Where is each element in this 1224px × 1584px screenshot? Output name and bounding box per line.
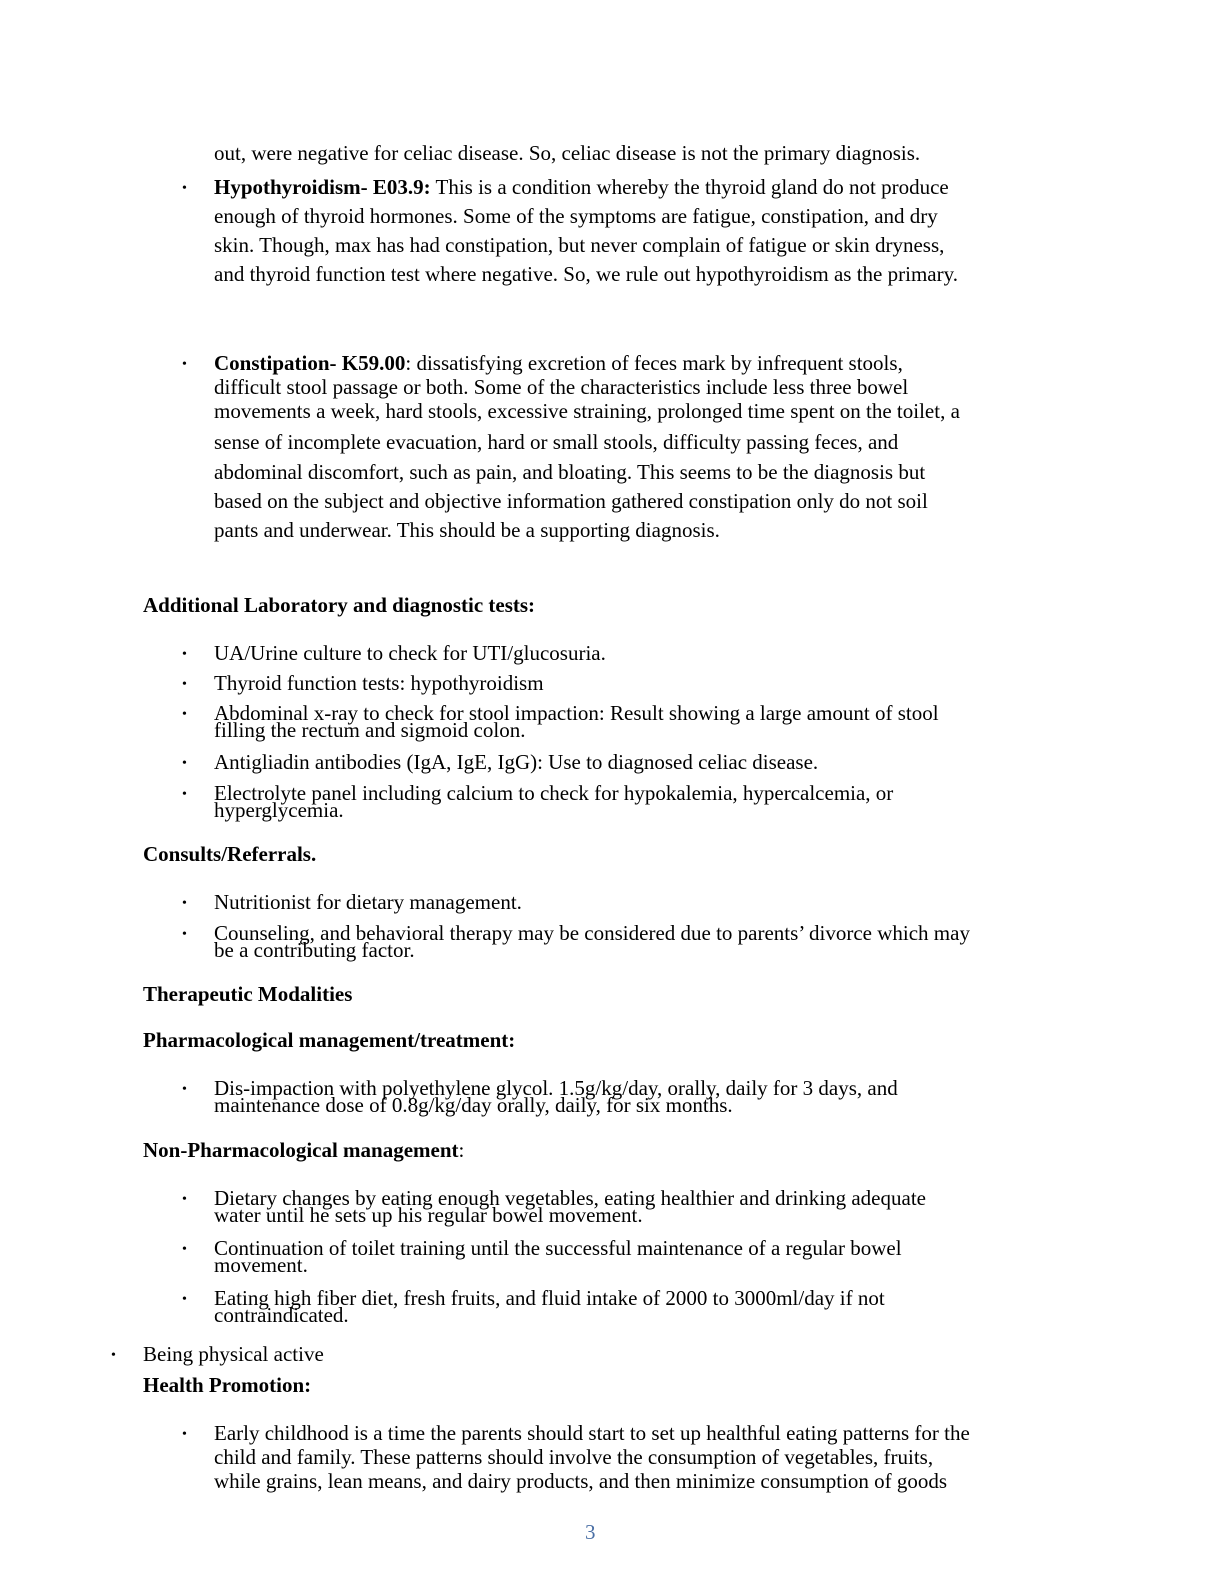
- differential-text: sense of incomplete evacuation, hard or small stools, difficulty passing feces, and: [214, 430, 899, 454]
- lab-item: Electrolyte panel including calcium to check for hypokalemia, hypercalcemia, or: [214, 781, 894, 805]
- bullet-marker: •: [182, 927, 187, 942]
- pharm-item-continued: maintenance dose of 0.8g/kg/day orally, daily, for six months.: [214, 1093, 733, 1117]
- nonpharm-heading-text: Non-Pharmacological management: [143, 1138, 459, 1162]
- differential-text: abdominal discomfort, such as pain, and bloating. This seems to be the diagnosis but: [214, 460, 926, 484]
- bullet-marker: •: [182, 357, 187, 372]
- differential-text: based on the subject and objective information gathered constipation only do not soil: [214, 489, 928, 513]
- differential-text: This is a condition whereby the thyroid gland do not produce: [430, 175, 949, 199]
- health-promotion-text: child and family. These patterns should involve the consumption of vegetables, fruits,: [214, 1445, 934, 1469]
- nonpharm-item-continued: water until he sets up his regular bowel movement.: [214, 1203, 643, 1227]
- nonpharm-heading-colon: :: [458, 1138, 465, 1162]
- bullet-marker: •: [182, 787, 187, 802]
- pharm-item: Dis-impaction with polyethylene glycol. 1.5g/kg/day, orally, daily for 3 days, and: [214, 1076, 898, 1100]
- bullet-marker: •: [182, 1192, 187, 1207]
- bullet-marker: •: [182, 181, 187, 196]
- health-promotion-heading: Health Promotion:: [143, 1373, 312, 1397]
- bullet-marker: •: [111, 1348, 116, 1363]
- differential-text: skin. Though, max has had constipation, but never complain of fatigue or skin dryness,: [214, 233, 945, 257]
- labs-heading: Additional Laboratory and diagnostic tests:: [143, 593, 536, 617]
- differential-constipation: [214, 351, 903, 375]
- differential-term: Constipation- K59.00: [214, 351, 406, 375]
- differential-text: movements a week, hard stools, excessive straining, prolonged time spent on the toilet, a: [214, 399, 960, 423]
- bullet-marker: •: [182, 677, 187, 692]
- lab-item-continued: filling the rectum and sigmoid colon.: [214, 718, 526, 742]
- bullet-marker: •: [182, 1292, 187, 1307]
- nonpharm-item-continued: contraindicated.: [214, 1303, 349, 1327]
- bullet-marker: •: [182, 1427, 187, 1442]
- differential-hypothyroidism: [214, 175, 949, 199]
- differential-term: Hypothyroidism- E03.9:: [214, 175, 431, 199]
- differential-text: enough of thyroid hormones. Some of the symptoms are fatigue, constipation, and dry: [214, 204, 938, 228]
- bullet-marker: •: [182, 1082, 187, 1097]
- lab-item: Antigliadin antibodies (IgA, IgE, IgG): Use to diagnosed celiac disease.: [214, 750, 819, 774]
- nonpharm-item: Dietary changes by eating enough vegetables, eating healthier and drinking adequate: [214, 1186, 926, 1210]
- lab-item: UA/Urine culture to check for UTI/glucosuria.: [214, 641, 606, 665]
- nonpharm-heading: [143, 1138, 464, 1162]
- lab-item: Thyroid function tests: hypothyroidism: [214, 671, 544, 695]
- lab-item-continued: hyperglycemia.: [214, 798, 344, 822]
- lab-item: Abdominal x-ray to check for stool impaction: Result showing a large amount of stool: [214, 701, 939, 725]
- consult-item: Counseling, and behavioral therapy may be considered due to parents’ divorce which may: [214, 921, 970, 945]
- consults-heading: Consults/Referrals.: [143, 842, 317, 866]
- consult-item: Nutritionist for dietary management.: [214, 890, 522, 914]
- bullet-marker: •: [182, 1242, 187, 1257]
- differential-text: difficult stool passage or both. Some of the characteristics include less three bowel: [214, 375, 909, 399]
- bullet-marker: •: [182, 756, 187, 771]
- nonpharm-item: Eating high fiber diet, fresh fruits, and fluid intake of 2000 to 3000ml/day if not: [214, 1286, 885, 1310]
- consult-item-continued: be a contributing factor.: [214, 938, 415, 962]
- health-promotion-text: while grains, lean means, and dairy products, and then minimize consumption of goods: [214, 1469, 948, 1493]
- health-promotion-text: Early childhood is a time the parents should start to set up healthful eating patterns for the: [214, 1421, 970, 1445]
- nonpharm-item-continued: movement.: [214, 1253, 308, 1277]
- continuation-text: out, were negative for celiac disease. So, celiac disease is not the primary diagnosis.: [214, 141, 921, 165]
- bullet-marker: •: [182, 896, 187, 911]
- bullet-marker: •: [182, 647, 187, 662]
- page-number: 3: [585, 1520, 596, 1544]
- pharm-heading: Pharmacological management/treatment:: [143, 1028, 516, 1052]
- bullet-marker: •: [182, 707, 187, 722]
- differential-text: and thyroid function test where negative. So, we rule out hypothyroidism as the primary.: [214, 262, 958, 286]
- nonpharm-extra-item: Being physical active: [143, 1342, 324, 1366]
- differential-text: : dissatisfying excretion of feces mark by infrequent stools,: [405, 351, 903, 375]
- differential-text: pants and underwear. This should be a supporting diagnosis.: [214, 518, 720, 542]
- therapeutic-heading: Therapeutic Modalities: [143, 982, 353, 1006]
- nonpharm-item: Continuation of toilet training until the successful maintenance of a regular bowel: [214, 1236, 902, 1260]
